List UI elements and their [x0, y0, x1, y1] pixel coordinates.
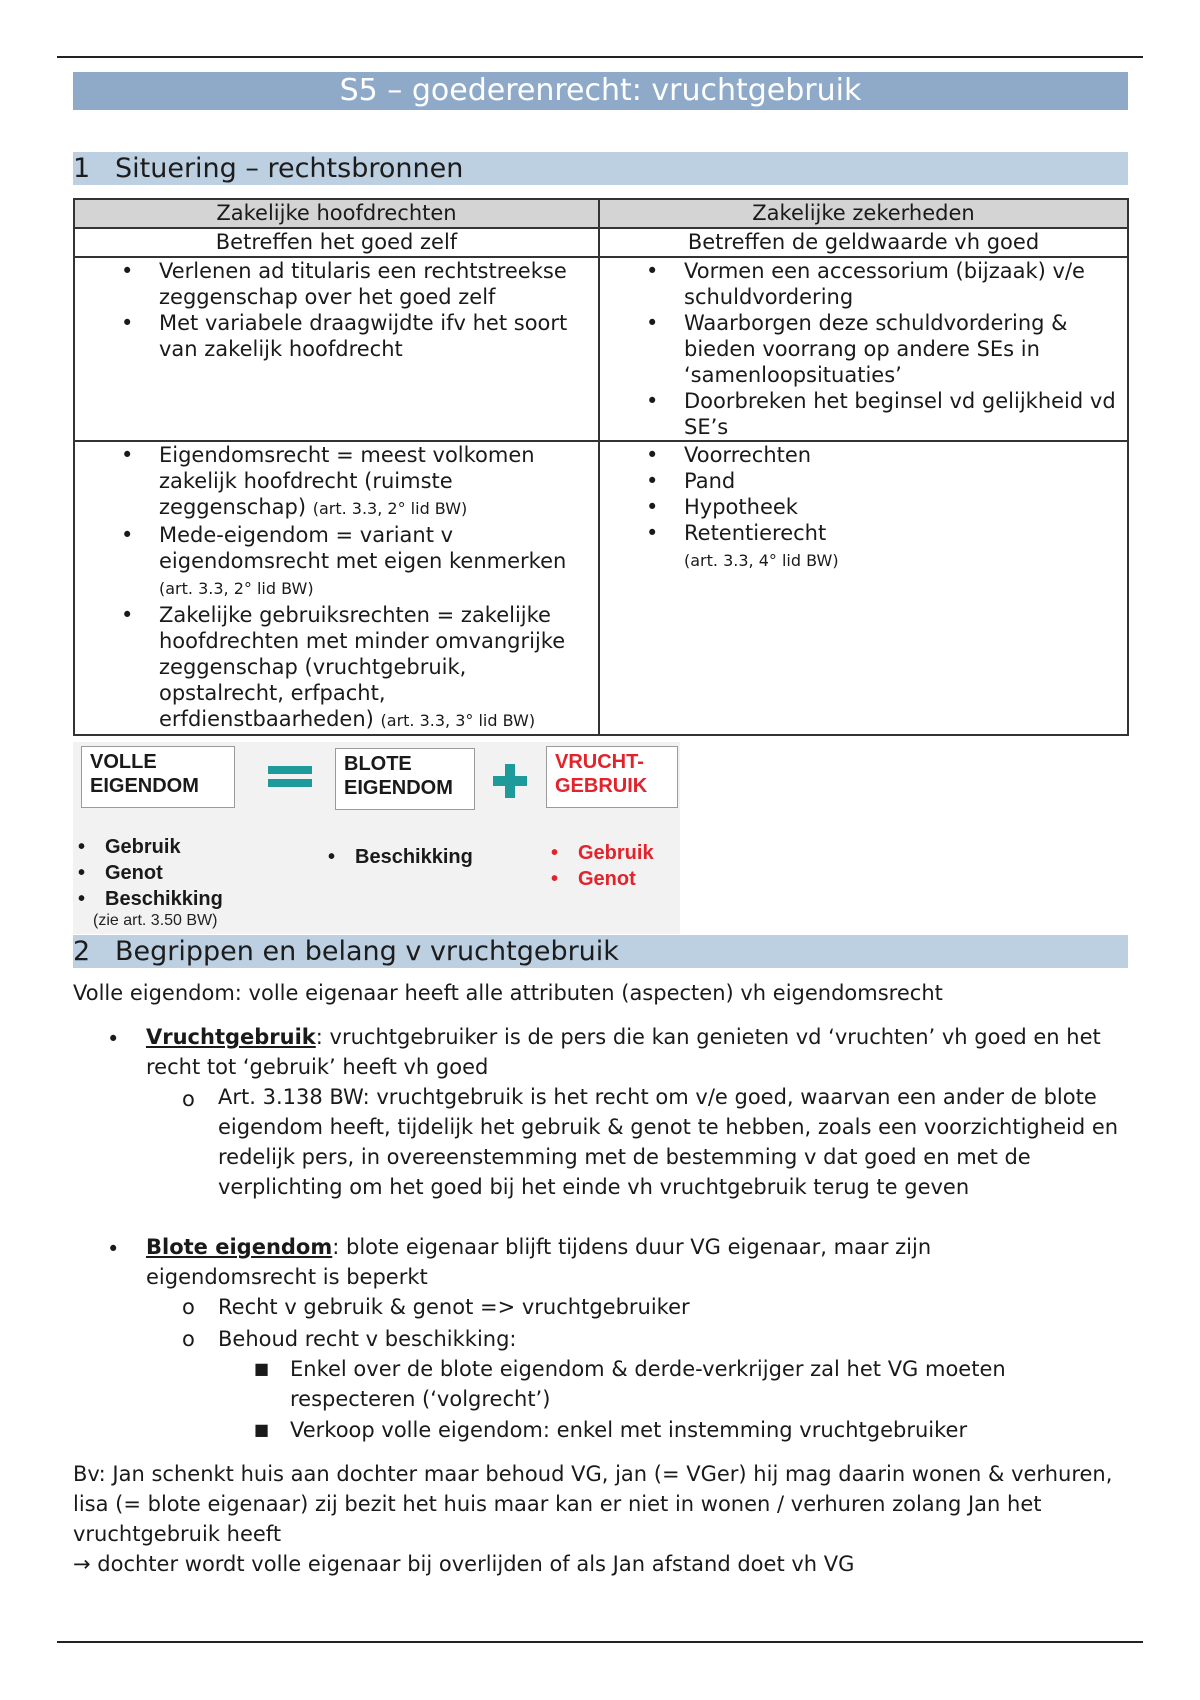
list-item: • Vormen een accessorium (bijzaak) v/e schuldvordering	[646, 259, 1085, 309]
bottom-rule	[57, 1641, 1143, 1643]
list-item: • Pand	[646, 469, 736, 493]
section-1-number: 1	[73, 153, 91, 184]
section-1-title: Situering – rechtsbronnen	[115, 153, 464, 184]
table-subheader-right: Betreffen de geldwaarde vh goed	[599, 228, 1128, 257]
list-item: • Gebruik	[551, 840, 654, 866]
section-2-title: Begrippen en belang v vruchtgebruik	[115, 936, 619, 967]
section-2-heading	[73, 935, 1128, 968]
list-item: • Hypotheek	[646, 495, 798, 519]
table-cell	[74, 257, 599, 441]
conclusion-text: → dochter wordt volle eigenaar bij overlijden of als Jan afstand doet vh VG	[73, 1552, 855, 1576]
bullet: •	[107, 1237, 120, 1261]
ownership-diagram	[73, 742, 680, 934]
list-item: • Zakelijke gebruiksrechten = zakelijke hoofdrechten met minder omvangrijke zeggenschap (vruchtgebruik, opstalrecht, erfpacht, erfdienstbaarheden) (art. 3.3, 3° lid BW)	[121, 603, 566, 731]
sub-sub-item: Verkoop volle eigendom: enkel met instemming vruchtgebruiker	[290, 1418, 968, 1442]
vruchtgebruik-definition: Vruchtgebruik: vruchtgebruiker is de pers die kan genieten vd ‘vruchten’ vh goed en het recht tot ‘gebruik’ heeft vh goed	[146, 1025, 1101, 1079]
blote-eigendom-list	[328, 844, 473, 870]
bullet: •	[107, 1027, 120, 1051]
sub-bullet: o	[182, 1295, 195, 1319]
list-item: • Beschikking	[78, 886, 223, 912]
table-cell	[74, 441, 599, 735]
list-item: • Doorbreken het beginsel vd gelijkheid vd SE’s	[646, 389, 1116, 439]
sub-sub-item: Enkel over de blote eigendom & derde-verkrijger zal het VG moeten respecteren (‘volgrecht’)	[290, 1357, 1006, 1411]
list-item: • Voorrechten	[646, 443, 812, 467]
table-note: (art. 3.3, 4° lid BW)	[684, 551, 839, 570]
volle-eigendom-list	[78, 834, 223, 912]
box-volle-eigendom: VOLLE EIGENDOM	[81, 746, 235, 808]
table-subheader-left: Betreffen het goed zelf	[74, 228, 599, 257]
list-item: • Verlenen ad titularis een rechtstreekse zeggenschap over het goed zelf	[121, 259, 567, 309]
list-item: • Eigendomsrecht = meest volkomen zakelijk hoofdrecht (ruimste zeggenschap) (art. 3.3, 2° lid BW)	[121, 443, 535, 519]
list-item: • Genot	[78, 860, 223, 886]
list-item: • Genot	[551, 866, 654, 892]
list-item: • Waarborgen deze schuldvordering & bieden voorrang op andere SEs in ‘samenloopsituaties’	[646, 311, 1068, 387]
section-2-number: 2	[73, 936, 91, 967]
intro-text: Volle eigendom: volle eigenaar heeft alle attributen (aspecten) vh eigendomsrecht	[73, 981, 943, 1005]
art-3138-text: Art. 3.138 BW: vruchtgebruik is het recht om v/e goed, waarvan een ander de blote eigendom heeft, tijdelijk het gebruik & genot te hebben, zoals een voorzichtigheid en redelijk pers, in overeenstemming met de bestemming v dat goed en met de verplichting om het goed bij het einde vh vruchtgebruik terug te geven	[218, 1085, 1119, 1199]
volle-eigendom-note: (zie art. 3.50 BW)	[93, 912, 218, 929]
list-item: • Retentierecht	[646, 521, 827, 545]
table-header-left: Zakelijke hoofdrechten	[74, 199, 599, 228]
section-1-heading	[73, 152, 1128, 185]
plus-icon	[493, 764, 527, 802]
box-vruchtgebruik: VRUCHT- GEBRUIK	[546, 746, 678, 808]
sub-bullet: o	[182, 1087, 195, 1111]
table-cell	[599, 441, 1128, 735]
sub-sub-bullet: ■	[254, 1359, 270, 1378]
page-title: S5 – goederenrecht: vruchtgebruik	[73, 72, 1128, 110]
table-cell	[599, 257, 1128, 441]
sub-item: Behoud recht v beschikking:	[218, 1327, 517, 1351]
box-blote-eigendom: BLOTE EIGENDOM	[335, 748, 475, 810]
rights-table	[73, 198, 1129, 736]
list-item: • Gebruik	[78, 834, 223, 860]
vruchtgebruik-list	[551, 840, 654, 892]
sub-item: Recht v gebruik & genot => vruchtgebruiker	[218, 1295, 690, 1319]
list-item: • Met variabele draagwijdte ifv het soort van zakelijk hoofdrecht	[121, 311, 568, 361]
example-text: Bv: Jan schenkt huis aan dochter maar behoud VG, jan (= VGer) hij mag daarin wonen & verhuren, lisa (= blote eigenaar) zij bezit het huis maar kan er niet in wonen / verhuren zolang Jan het vruchtgebruik heeft	[73, 1462, 1113, 1546]
sub-bullet: o	[182, 1327, 195, 1351]
top-rule	[57, 56, 1143, 58]
list-item: • Mede-eigendom = variant v eigendomsrecht met eigen kenmerken (art. 3.3, 2° lid BW)	[121, 523, 567, 598]
blote-eigendom-definition: Blote eigendom: blote eigenaar blijft tijdens duur VG eigenaar, maar zijn eigendomsrecht is beperkt	[146, 1235, 932, 1289]
sub-sub-bullet: ■	[254, 1420, 270, 1439]
list-item: • Beschikking	[328, 844, 473, 870]
table-header-right: Zakelijke zekerheden	[599, 199, 1128, 228]
equals-icon	[268, 764, 312, 794]
